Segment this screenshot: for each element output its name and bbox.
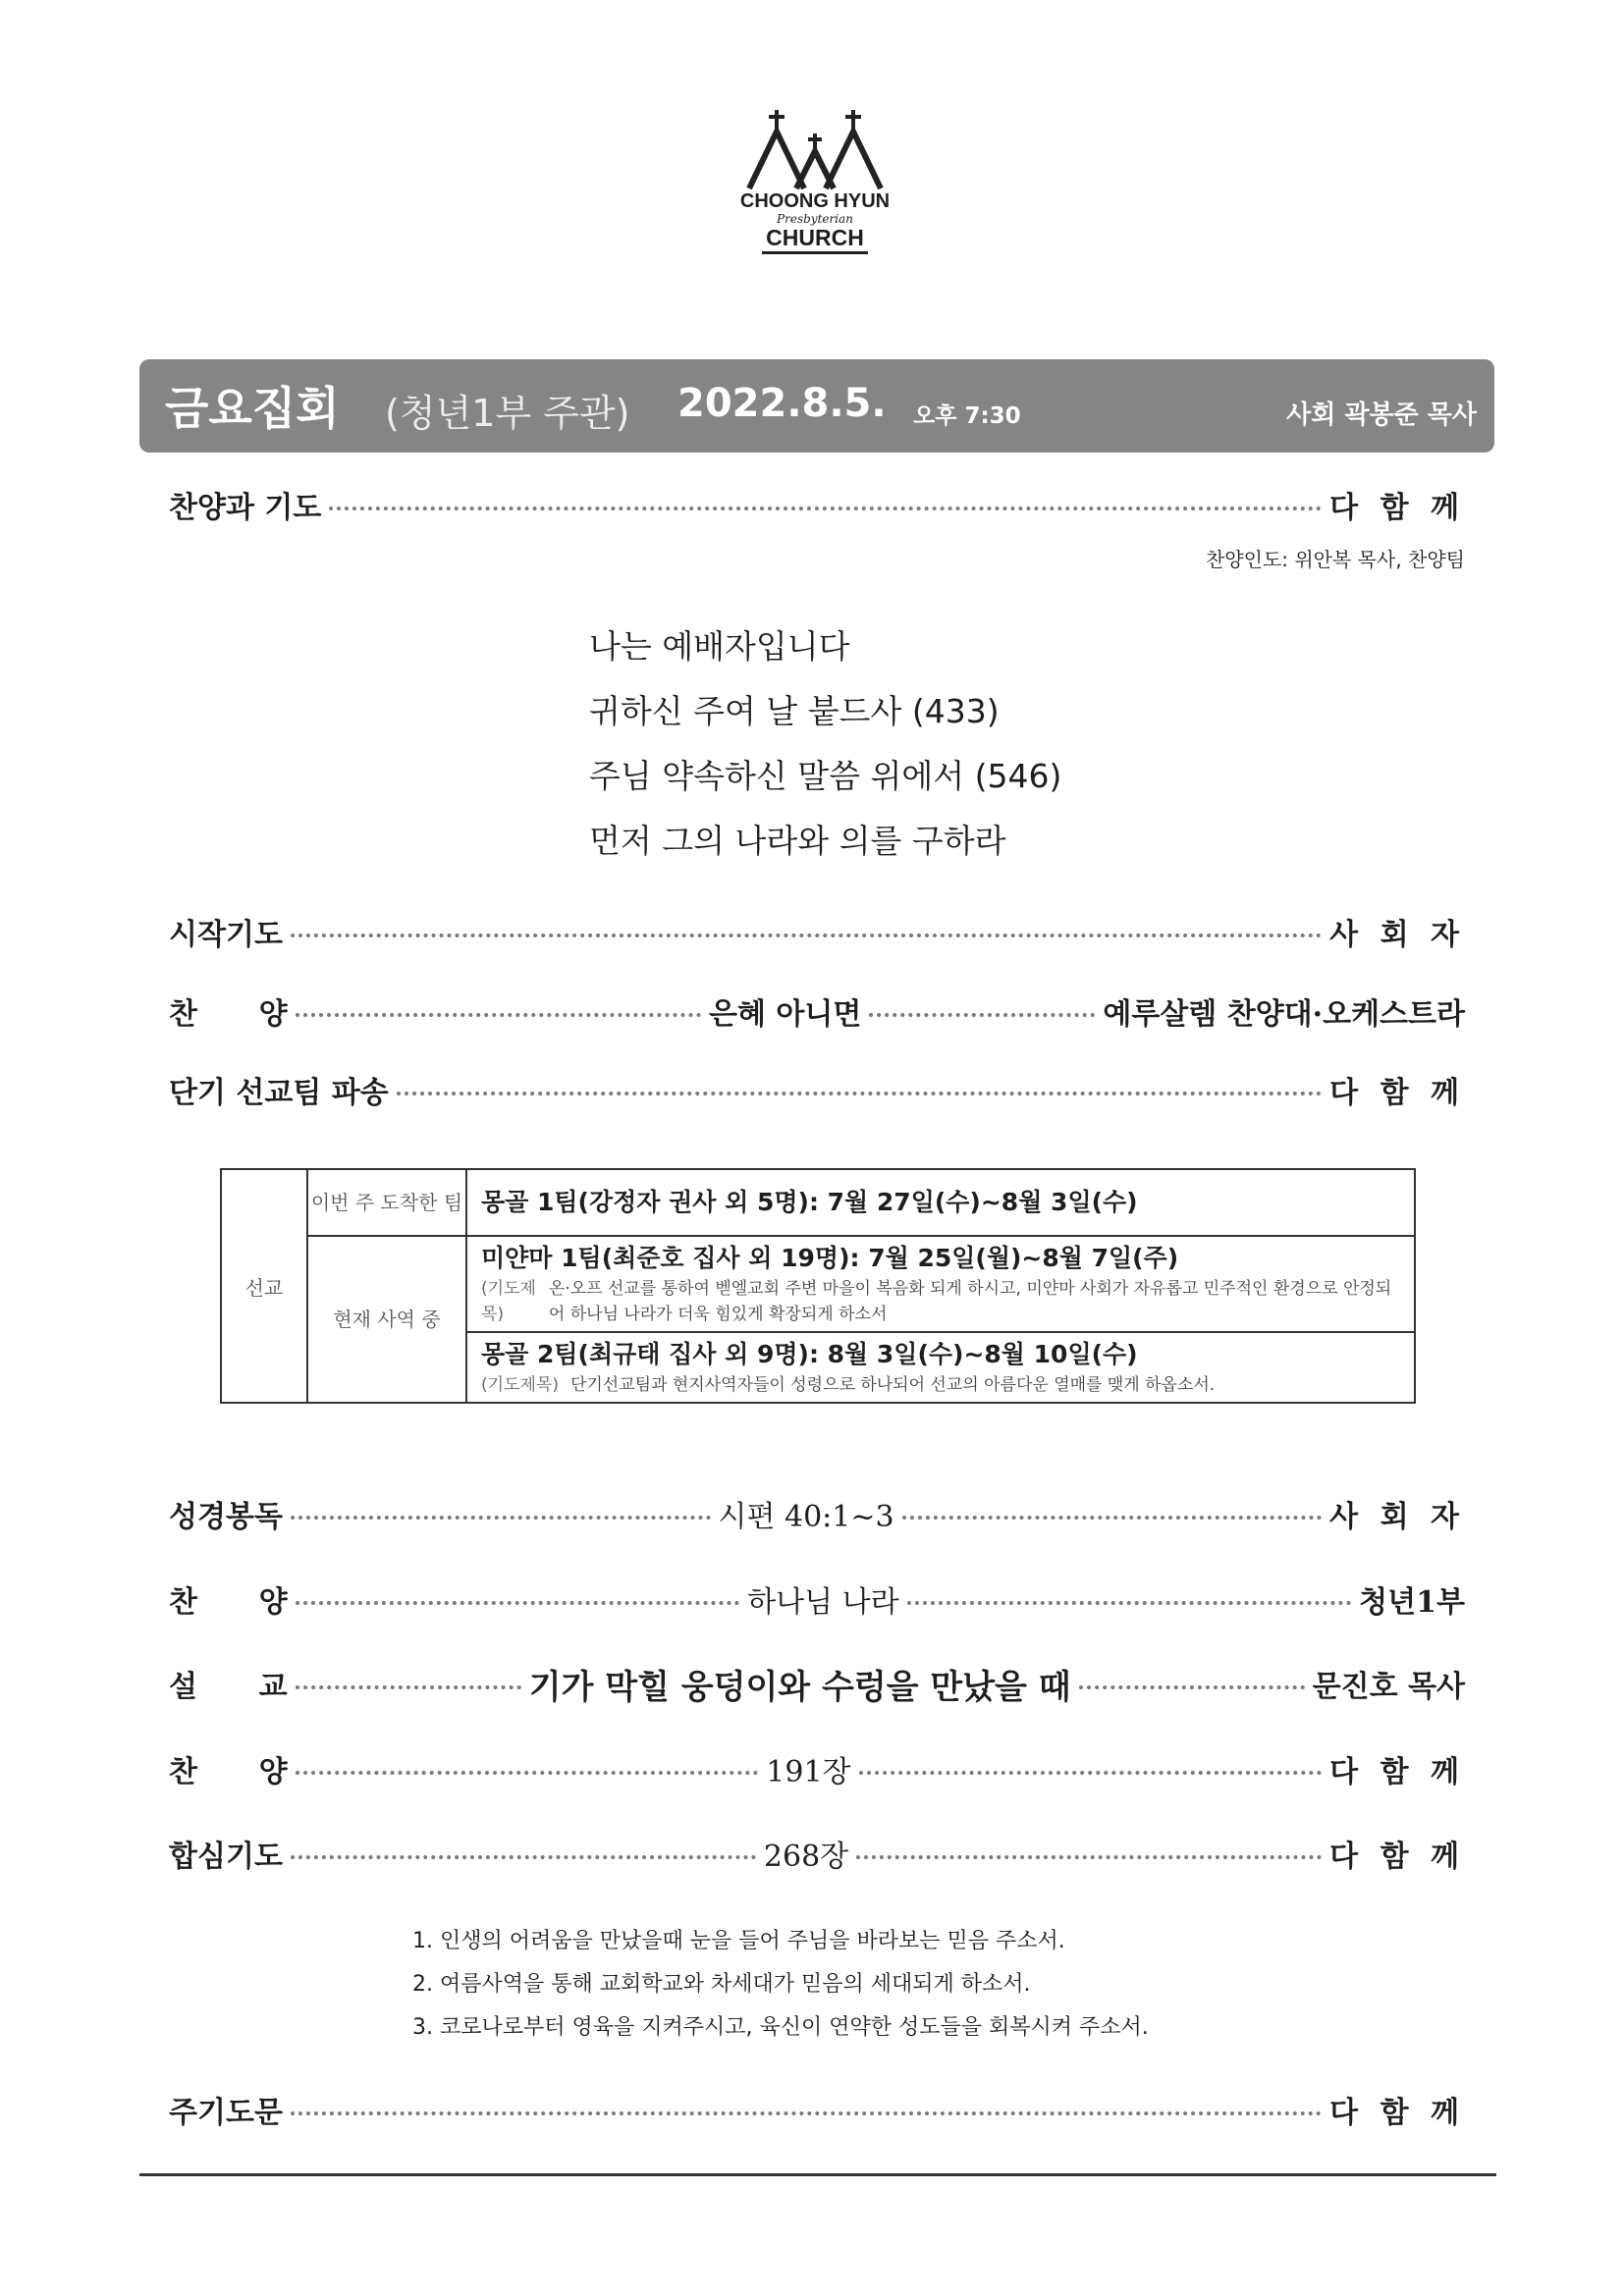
order-right: 사 회 자 <box>1329 918 1465 952</box>
order-label: 합심기도 <box>169 1840 283 1874</box>
dot-leader <box>291 1516 711 1520</box>
prayer-text: 온·오프 선교를 통하여 벧엘교회 주변 마을이 복음화 되게 하시고, 미얀마 사회가 자유롭고 민주적인 환경으로 안정되어 하나님 나라가 더욱 힘있게 확장되게 하소서 <box>548 1279 1392 1324</box>
order-row <box>169 1747 1465 1790</box>
dot-leader <box>291 2111 1322 2115</box>
order-label: 찬 양 <box>169 997 288 1032</box>
dot-leader <box>296 1601 740 1605</box>
footer-divider <box>139 2173 1496 2176</box>
order-label: 성경봉독 <box>169 1500 283 1534</box>
order-mid: 268장 <box>763 1840 849 1874</box>
list-item: 2. 여름사역을 통해 교회학교와 차세대가 믿음의 세대되게 하소서. <box>412 1972 1031 1997</box>
order-right: 다 함 께 <box>1329 2096 1465 2130</box>
service-date: 2022.8.5. <box>677 381 887 426</box>
service-host: (청년1부 주관) <box>385 392 630 435</box>
order-row <box>169 989 1465 1033</box>
prayer-tag: (기도제목) <box>481 1279 536 1324</box>
song-list <box>589 618 1061 878</box>
order-right: 예루살렘 찬양대·오케스트라 <box>1103 997 1465 1032</box>
order-row <box>169 1662 1465 1705</box>
order-label: 찬 양 <box>169 1585 288 1620</box>
mission-prayer <box>481 1276 1400 1327</box>
table-row <box>466 1332 1415 1403</box>
order-right: 청년1부 <box>1359 1585 1465 1620</box>
dot-leader <box>291 934 1322 937</box>
sermon-title: 기가 막힐 웅덩이와 수렁을 만났을 때 <box>528 1667 1071 1707</box>
dot-leader <box>296 1013 701 1017</box>
order-mid: 하나님 나라 <box>747 1585 899 1620</box>
table-row <box>466 1169 1415 1236</box>
order-label: 단기 선교팀 파송 <box>169 1076 389 1110</box>
dot-leader <box>1079 1685 1305 1689</box>
order-right: 다 함 께 <box>1329 1755 1466 1789</box>
order-row <box>169 910 1465 953</box>
dot-leader <box>329 507 1322 510</box>
list-item: 먼저 그의 나라와 의를 구하라 <box>589 822 1006 860</box>
list-item: 귀하신 주여 날 붙드사 (433) <box>589 692 1000 730</box>
mission-team-2: 미얀마 1팀(최준호 집사 외 19명): 7월 25일(월)~8월 7일(주) <box>481 1244 1179 1272</box>
list-item: 3. 코로나로부터 영육을 지켜주시고, 육신이 연약한 성도들을 회복시켜 주소서. <box>412 2015 1149 2040</box>
mission-prayer <box>481 1372 1400 1398</box>
service-time: 오후 7:30 <box>913 403 1021 429</box>
service-leader: 사회 곽봉준 목사 <box>1286 400 1477 430</box>
praise-leader-note: 찬양인도: 위안복 목사, 찬양팀 <box>1205 548 1465 571</box>
dot-leader <box>296 1771 759 1775</box>
table-row <box>466 1236 1415 1332</box>
order-row <box>169 2088 1465 2131</box>
service-banner <box>139 359 1494 453</box>
order-label: 찬양과 기도 <box>169 491 322 525</box>
dot-leader <box>902 1516 1323 1520</box>
prayer-text: 단기선교팀과 현지사역자들이 성령으로 하나되어 선교의 아름다운 열매를 맺게 하옵소서. <box>569 1375 1216 1395</box>
order-mid: 은혜 아니면 <box>708 997 862 1032</box>
logo-line-2: Presbyterian <box>777 212 853 226</box>
dot-leader <box>869 1013 1095 1017</box>
order-row <box>169 1068 1465 1111</box>
list-item: 주님 약속하신 말씀 위에서 (546) <box>589 757 1062 795</box>
dot-leader <box>907 1601 1352 1605</box>
order-right: 다 함 께 <box>1329 1076 1465 1110</box>
order-label: 찬 양 <box>169 1755 288 1789</box>
ongoing-label: 현재 사역 중 <box>307 1236 466 1403</box>
mission-category: 선교 <box>221 1169 307 1403</box>
order-row <box>169 1577 1465 1621</box>
order-row <box>169 1492 1465 1535</box>
order-right: 다 함 께 <box>1329 491 1465 525</box>
mission-table <box>220 1168 1416 1404</box>
order-row <box>169 483 1465 526</box>
order-label: 주기도문 <box>169 2096 283 2130</box>
logo-line-1: CHOONG HYUN <box>739 190 891 212</box>
dot-leader <box>296 1685 521 1689</box>
order-right: 사 회 자 <box>1329 1500 1466 1534</box>
order-row <box>169 1832 1465 1875</box>
dot-leader <box>859 1771 1323 1775</box>
order-label: 시작기도 <box>169 918 283 952</box>
prayer-tag: (기도제목) <box>481 1375 559 1395</box>
dot-leader <box>856 1855 1322 1859</box>
mission-team-3: 몽골 2팀(최규태 집사 외 9명): 8월 3일(수)~8월 10일(수) <box>481 1340 1138 1368</box>
order-mid: 시편 40:1~3 <box>718 1500 894 1534</box>
service-title: 금요집회 <box>165 382 340 435</box>
dot-leader <box>291 1855 756 1859</box>
list-item: 1. 인생의 어려움을 만났을때 눈을 들어 주님을 바라보는 믿음 주소서. <box>412 1929 1065 1953</box>
church-logo <box>727 106 903 273</box>
order-mid: 191장 <box>766 1755 851 1789</box>
logo-line-3: CHURCH <box>762 226 868 254</box>
mission-team-1: 몽골 1팀(강정자 권사 외 5명): 7월 27일(수)~8월 3일(수) <box>481 1188 1138 1216</box>
order-right: 다 함 께 <box>1329 1840 1466 1874</box>
arrived-label: 이번 주 도착한 팀 <box>307 1169 466 1236</box>
order-label: 설 교 <box>169 1670 288 1704</box>
dot-leader <box>397 1092 1322 1095</box>
order-right: 문진호 목사 <box>1312 1670 1465 1704</box>
list-item: 나는 예배자입니다 <box>589 627 850 666</box>
prayer-points <box>412 1920 1149 2050</box>
church-spires-icon <box>741 106 889 190</box>
